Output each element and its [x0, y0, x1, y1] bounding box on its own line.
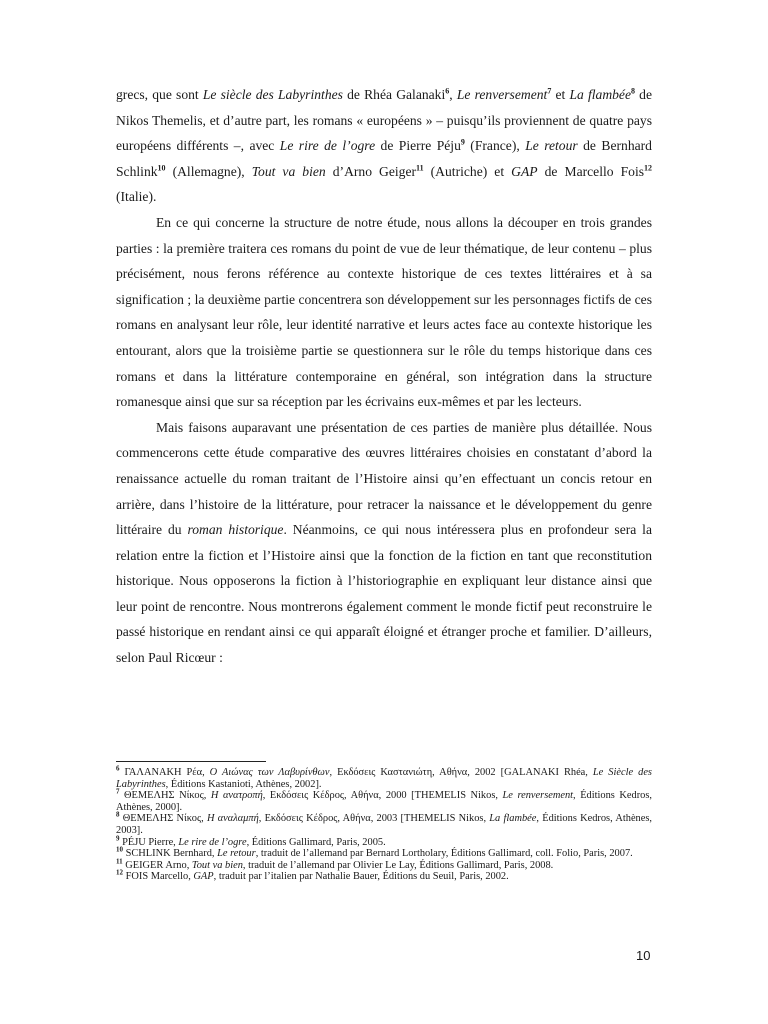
footnote-ref: 12 [116, 868, 123, 877]
footnote-ref: 9 [116, 834, 120, 843]
italic-title: Tout va bien [251, 163, 326, 179]
footnote-6: $^6$ ΓΑΛΑΝΑΚΗ Ρέα, Ο Αιώνας των Λαβυρίνθων, Εκδόσεις Καστανιώτη, Αθήνα, 2002 [GALANAKI Rhéa, Le Siècle des Labyrinthes, Éditions Kastanioti, Athènes, 2002]. [116, 764, 652, 790]
italic-title: Le Siècle des Labyrinthes [116, 767, 652, 790]
italic-title: La flambée [569, 87, 632, 102]
footnote-ref: 6 [116, 764, 120, 773]
footnote-separator [116, 761, 266, 762]
body-text [116, 82, 652, 671]
footnote-10: $^{10}$ SCHLINK Bernhard, Le retour, traduit de l’allemand par Bernard Lortholary, Éditions Gallimard, coll. Folio, Paris, 2007. [116, 845, 633, 860]
page-number: 10 [636, 948, 651, 963]
footnote-7: $^7$ ΘΕΜΕΛΗΣ Νίκος, Η ανατροπή, Εκδόσεις Κέδρος, Αθήνα, 2000 [THEMELIS Nikos, Le renversement, Éditions Kedros, Athènes, 2000]. [116, 787, 652, 813]
italic-title: Η αναλαμπή [206, 813, 259, 825]
italic-title: GAP [193, 871, 214, 883]
footnote-ref: 10 [116, 845, 123, 854]
footnote-ref: 10 [157, 163, 166, 173]
footnote-12: $^{12}$ FOIS Marcello, GAP, traduit par l’italien par Nathalie Bauer, Éditions du Seuil, Paris, 2002. [116, 868, 509, 883]
paragraph-3: Mais faisons auparavant une présentation de ces parties de manière plus détaillée. Nous commencerons cette étude comparative des œuvres littéraires choisies en constatant d’abord la renaissance actuelle du roman traitant de l’Histoire ainsi qu’en effectuant un concis retour en arrière, dans l’histoire de la littérature, pour retracer la naissance et le développement du genre littéraire du roman historique. Néanmoins, ce qui nous intéressera plus en profondeur sera la relation entre la fiction et l’Histoire ainsi que la fonction de la fiction en tant que reconstitution historique. Nous opposerons la fiction à l’historiographie en expliquant leur distance ainsi que leur point de rencontre. Nous montrerons également comment le monde fictif peut reconstruire le passé historique en rendant ainsi ce qui apparaît éloigné et étranger proche et familier. D’ailleurs, selon Paul Ricœur : [116, 419, 652, 666]
footnote-8: $^8$ ΘΕΜΕΛΗΣ Νίκος, Η αναλαμπή, Εκδόσεις Κέδρος, Αθήνα, 2003 [THEMELIS Nikos, La flambée, Éditions Kedros, Athènes, 2003]. [116, 810, 653, 836]
italic-title: GAP [511, 163, 538, 179]
italic-title: Le rire de l’ogre [279, 138, 376, 154]
footnote-ref: 6 [445, 86, 450, 96]
footnote-ref: 11 [116, 857, 123, 866]
paragraph-2: En ce qui concerne la structure de notre étude, nous allons la découper en trois grandes parties : la première traitera ces romans du point de vue de leur thématique, de leur contenu – plus précisément, nous ferons référence au contexte historique de ces textes littéraires et à sa signification ; la deuxième partie concentrera son développement sur les personnages fictifs de ces romans en analysant leur rôle, leur identité narrative et leurs actes face au contexte historique les entourant, alors que la troisième partie se questionnera sur le rôle du temps historique dans ces romans et dans la littérature contemporaine en général, son intégration dans la structure romanesque ainsi que sur sa réception par les écrivains eux-mêmes et par les lecteurs. [116, 214, 652, 410]
footnote-9: $^9$ PÉJU Pierre, Le rire de l’ogre, Éditions Gallimard, Paris, 2005. [116, 834, 386, 848]
footnote-ref: 7 [547, 86, 552, 96]
footnote-ref: 8 [631, 86, 636, 96]
footnote-11: $^{11}$ GEIGER Arno, Tout va bien, traduit de l’allemand par Olivier Le Lay, Éditions Gallimard, Paris, 2008. [116, 857, 554, 871]
italic-title: Η ανατροπή [210, 790, 263, 802]
italic-title: Le retour [525, 138, 578, 154]
italic-title: Le retour [217, 848, 256, 860]
italic-title: Le siècle des Labyrinthes [202, 87, 343, 102]
footnote-ref: 11 [416, 163, 424, 173]
footnote-ref: 9 [460, 137, 465, 147]
italic-title: roman historique [187, 522, 284, 538]
italic-title: Ο Αιώνας των Λαβυρίνθων [209, 767, 330, 778]
footnote-ref: 8 [116, 810, 120, 819]
italic-title: Le renversement [502, 790, 574, 802]
italic-title: Tout va bien [191, 859, 243, 871]
footnotes [116, 764, 653, 883]
footnote-ref: 12 [644, 163, 653, 173]
italic-title: Le renversement [456, 87, 548, 102]
footnote-ref: 7 [116, 787, 120, 796]
italic-title: La flambée [489, 813, 537, 825]
italic-title: Le rire de l’ogre [178, 836, 247, 848]
paragraph-1: grecs, que sont Le siècle des Labyrinthes de Rhéa Galanaki$^6$, Le renversement$^7$ et La flambée$^8$ de Nikos Themelis, et d’autre part, les romans « européens » – puisqu’ils proviennent de quatre pays européens différents –, avec Le rire de l’ogre de Pierre Péju$^9$ (France), Le retour de Bernhard Schlink$^{10}$ (Allemagne), Tout va bien d’Arno Geiger$^{11}$ (Autriche) et GAP de Marcello Fois$^{12}$ (Italie). [116, 86, 653, 205]
